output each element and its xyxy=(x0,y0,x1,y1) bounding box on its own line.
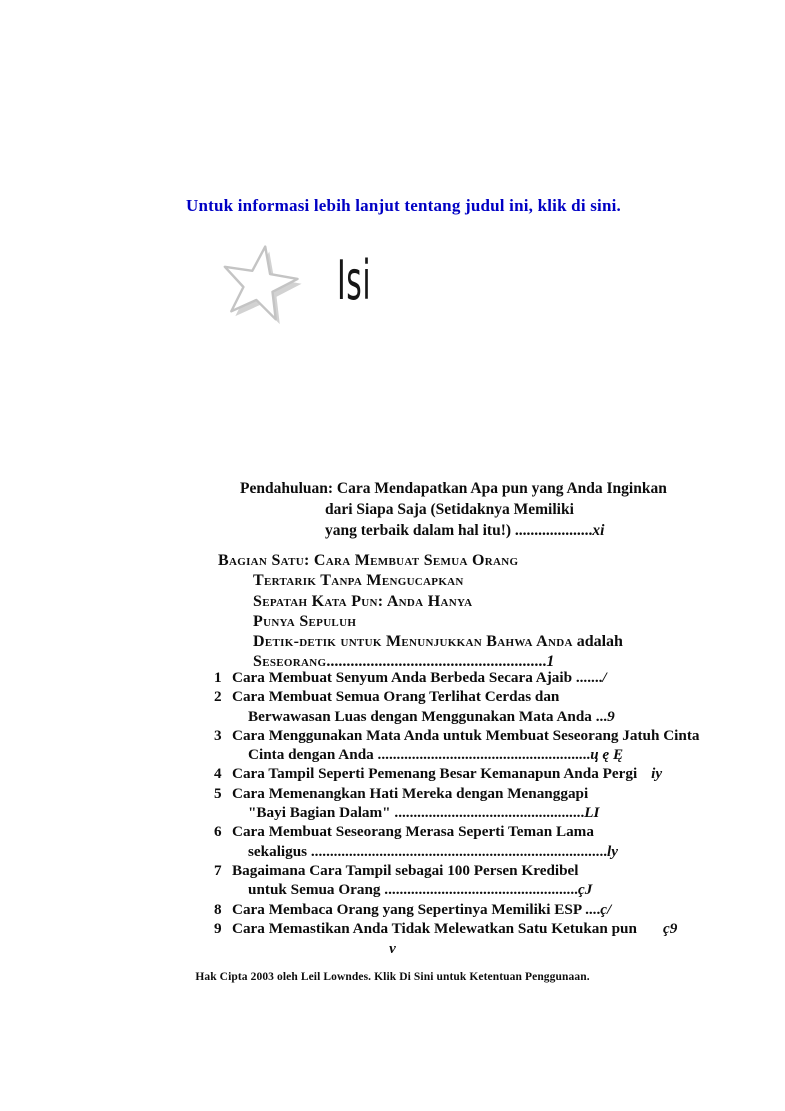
part-heading-line: Bagian Satu: Cara Membuat Semua Orang xyxy=(218,552,519,569)
part-heading-line: Tertarik Tanpa Mengucapkan xyxy=(253,572,464,590)
chapter-page: ly xyxy=(607,842,619,860)
toc-intro-text: yang terbaik dalam hal itu!) .................... xyxy=(325,522,593,539)
chapter-number: 2 xyxy=(214,688,222,706)
chapter-title: Cara Memenangkan Hati Mereka dengan Menanggapi xyxy=(232,784,589,802)
chapter-number: 4 xyxy=(214,765,222,783)
page-title: Isi xyxy=(337,249,372,312)
chapter-title: sekaligus .............................................................................. xyxy=(248,842,608,860)
chapter-page: / xyxy=(602,669,607,686)
toc-entry-2-cont xyxy=(248,707,700,726)
more-info-link[interactable]: Untuk informasi lebih lanjut tentang judul ini, klik di sini. xyxy=(186,196,621,215)
chapter-title: Cara Membuat Senyum Anda Berbeda Secara Ajaib ....... xyxy=(232,669,603,686)
toc-entry-5-cont xyxy=(248,803,700,822)
copyright-line xyxy=(0,971,785,983)
toc-entry-9 xyxy=(214,919,700,938)
chapter-page: ç/ xyxy=(600,900,612,918)
chapter-number: 5 xyxy=(214,784,222,802)
chapter-number: 1 xyxy=(214,669,222,686)
chapter-title: Cara Tampil Seperti Pemenang Besar Kemanapun Anda Pergi xyxy=(232,765,638,783)
chapter-number: 6 xyxy=(214,823,222,841)
toc-entry-1 xyxy=(214,668,700,687)
toc-entry-3-cont xyxy=(248,745,700,764)
toc-intro-line xyxy=(325,520,667,541)
chapter-title: Cara Membuat Seseorang Merasa Seperti Teman Lama xyxy=(232,823,594,841)
toc-entry-7-cont xyxy=(248,880,700,899)
chapter-number: 7 xyxy=(214,861,222,879)
chapter-title: Cinta dengan Anda ........................................................ xyxy=(248,746,591,764)
toc-entry-6 xyxy=(214,822,700,841)
chapter-title: Cara Membaca Orang yang Sepertinya Memiliki ESP .... xyxy=(232,900,601,918)
toc-entry-8 xyxy=(214,900,700,919)
toc-intro-line: Pendahuluan: Cara Mendapatkan Apa pun yang Anda Inginkan xyxy=(240,480,667,497)
part-page: 1 xyxy=(546,653,555,671)
toc-entry-2 xyxy=(214,687,700,706)
part-heading-line: Sepatah Kata Pun: Anda Hanya xyxy=(253,592,473,610)
star-sketch-icon xyxy=(220,242,304,332)
part-heading-plain: adalah xyxy=(576,633,623,651)
part-heading-line: Punya Sepuluh xyxy=(253,612,357,630)
chapter-page: ç9 xyxy=(662,919,678,937)
chapter-title: Berwawasan Luas dengan Menggunakan Mata Anda ... xyxy=(248,707,608,725)
toc-intro-line: dari Siapa Saja (Setidaknya Memiliki xyxy=(325,501,574,518)
dot-leader: ....................................................... xyxy=(326,653,547,671)
chapter-title: Cara Membuat Semua Orang Terlihat Cerdas dan xyxy=(232,688,560,706)
page-number: v xyxy=(389,941,396,957)
chapter-number: 9 xyxy=(214,919,222,937)
chapter-title: "Bayi Bagian Dalam" .................................................. xyxy=(248,804,585,822)
chapter-title: Cara Menggunakan Mata Anda untuk Membuat Seseorang Jatuh Cinta xyxy=(232,726,700,744)
toc-intro-page: xi xyxy=(592,522,605,539)
copyright-text: Hak Cipta 2003 oleh Leil Lowndes. xyxy=(195,971,375,983)
toc-entry-3 xyxy=(214,726,700,745)
toc-entry-4 xyxy=(214,764,700,783)
toc-entry-7 xyxy=(214,861,700,880)
chapter-page: iy xyxy=(651,765,663,783)
part-heading-smallcaps: Detik-detik untuk Menunjukkan Bahwa Anda xyxy=(253,633,573,651)
toc-entry-5 xyxy=(214,784,700,803)
chapter-page: ц ę Ę xyxy=(590,746,624,764)
toc-part-one-block xyxy=(218,551,623,673)
chapter-title: untuk Semua Orang ................................................... xyxy=(248,881,578,899)
toc-intro-block xyxy=(240,478,667,541)
chapter-title: Bagaimana Cara Tampil sebagai 100 Persen Kredibel xyxy=(232,861,579,879)
chapter-page: çJ xyxy=(577,881,593,899)
chapter-number: 8 xyxy=(214,900,222,918)
chapter-page: 9 xyxy=(607,707,615,725)
part-heading-line xyxy=(253,632,623,652)
chapter-number: 3 xyxy=(214,726,222,744)
chapter-page: LI xyxy=(584,804,600,822)
terms-of-use-link[interactable]: Klik Di Sini xyxy=(374,971,434,983)
chapter-title: Cara Memastikan Anda Tidak Melewatkan Satu Ketukan pun xyxy=(232,919,637,937)
copyright-text: untuk Ketentuan Penggunaan. xyxy=(433,971,590,983)
part-heading-smallcaps: Seseorang xyxy=(253,653,327,671)
chapter-list xyxy=(214,668,700,938)
toc-entry-6-cont xyxy=(248,842,700,861)
